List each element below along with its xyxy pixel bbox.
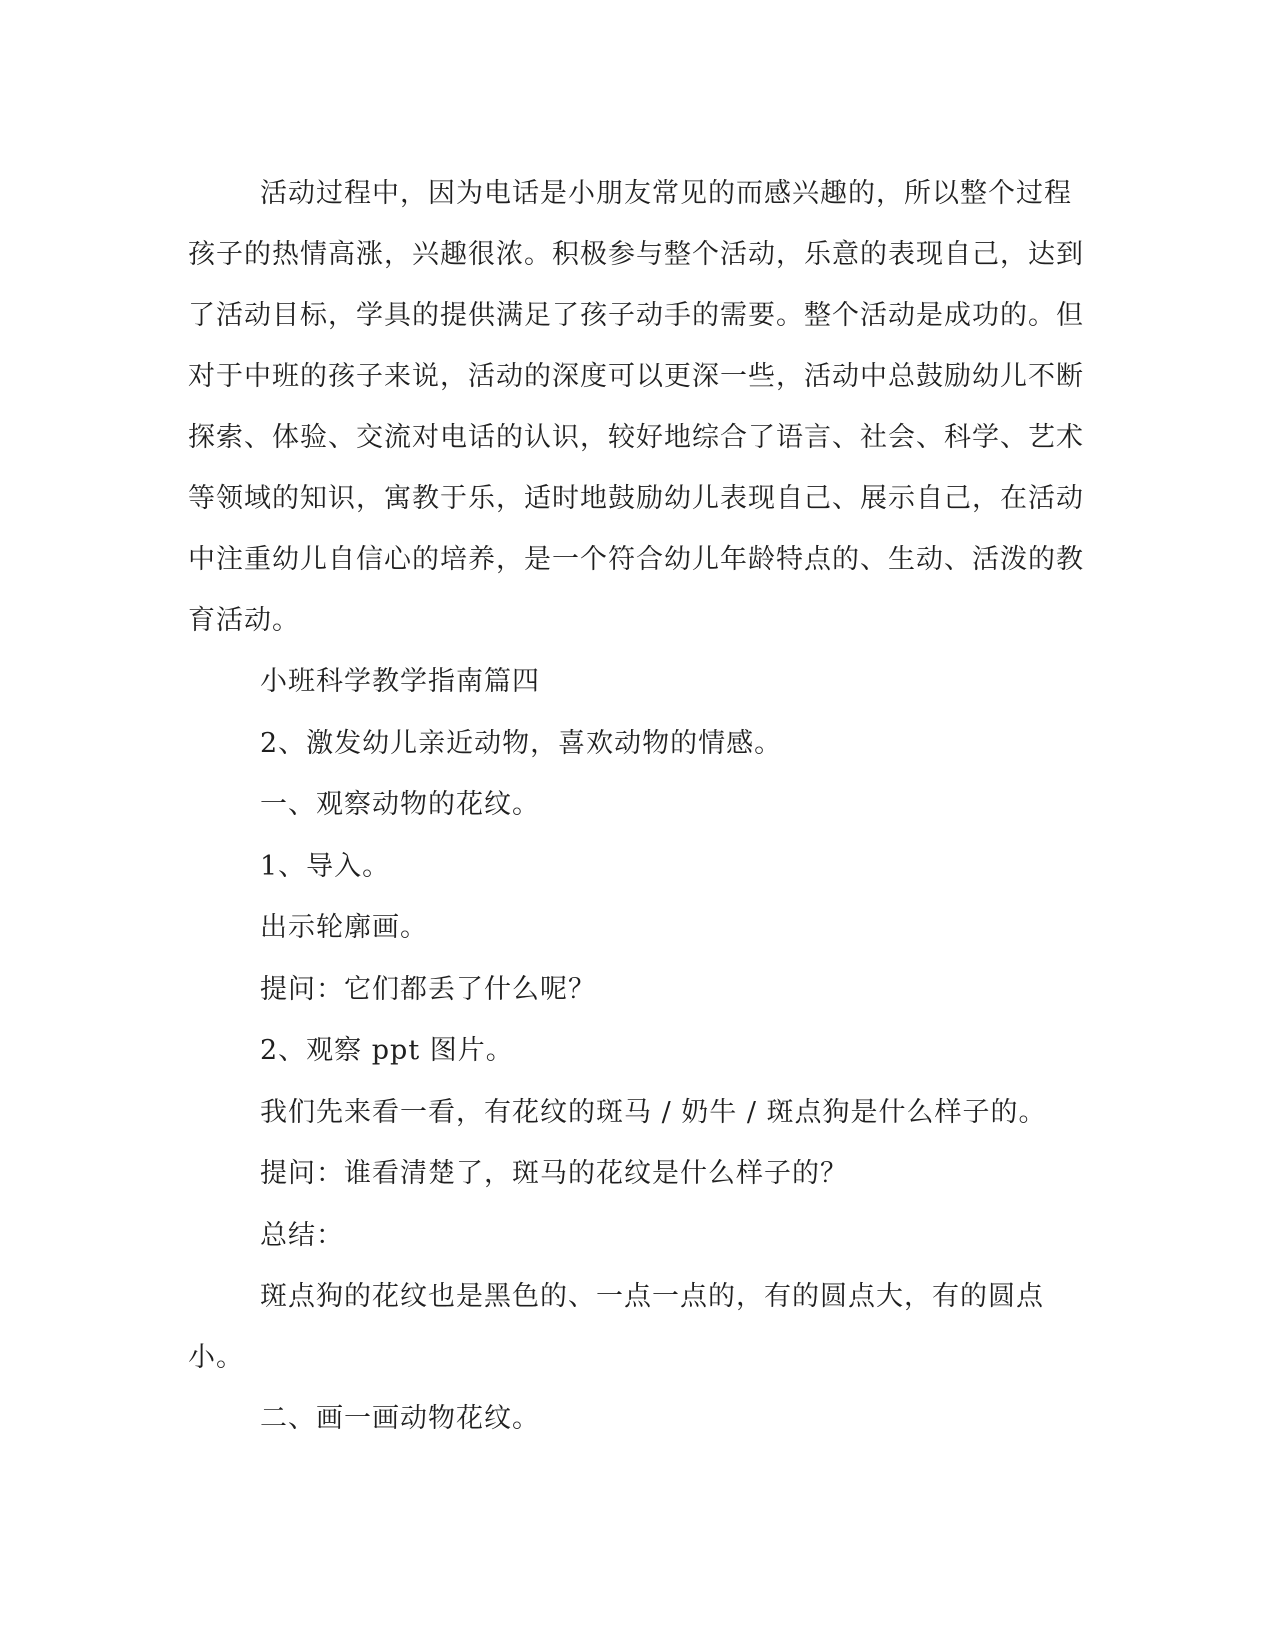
observe-description: 我们先来看一看，有花纹的斑马 / 奶牛 / 斑点狗是什么样子的。 [260,1096,1047,1128]
goal-item: 2、激发幼儿亲近动物，喜欢动物的情感。 [260,727,783,759]
step-heading-two: 二、画一画动物花纹。 [260,1403,540,1434]
paragraph-summary: 活动过程中，因为电话是小朋友常见的而感兴趣的，所以整个过程孩子的热情高涨，兴趣很浓。积极参与整个活动，乐意的表现自己，达到了活动目标，学具的提供满足了孩子动手的需要。整个活动是成功的。但对于中班的孩子来说，活动的深度可以更深一些，活动中总鼓励幼儿不断探索、体验、交流对电话的认识，较好地综合了语言、社会、科学、艺术等领域的知识，寓教于乐，适时地鼓励幼儿表现自己、展示自己，在活动中注重幼儿自信心的培养，是一个符合幼儿年龄特点的、生动、活泼的教育活动。 [188,178,1084,636]
summary-text: 斑点狗的花纹也是黑色的、一点一点的，有的圆点大，有的圆点小。 [188,1281,1044,1373]
summary-label: 总结： [260,1219,344,1251]
document-body [188,163,1088,1450]
question-one: 提问：它们都丢了什么呢？ [260,973,596,1005]
question-two: 提问：谁看清楚了，斑马的花纹是什么样子的？ [260,1158,848,1189]
substep-observe: 2、观察 ppt 图片。 [260,1035,514,1066]
show-outline-text: 出示轮廓画。 [260,912,428,943]
step-heading-one: 一、观察动物的花纹。 [260,789,540,820]
substep-import: 1、导入。 [260,850,391,882]
section-title: 小班科学教学指南篇四 [260,666,540,697]
